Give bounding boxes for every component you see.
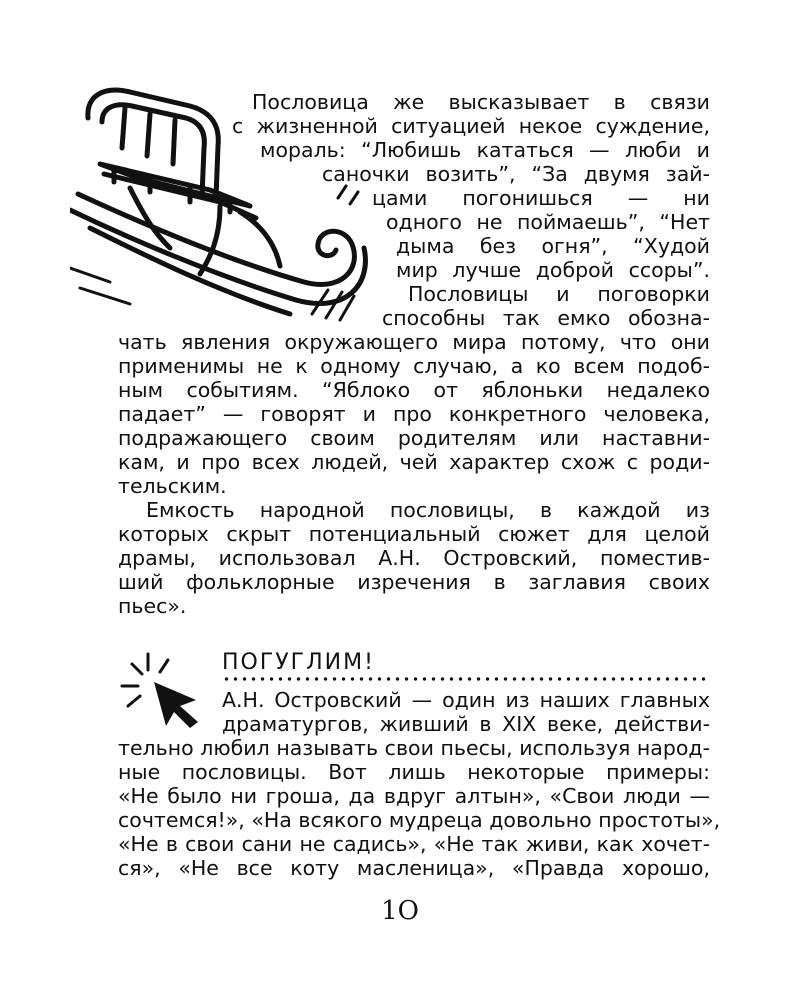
- text-line: тельским.: [118, 474, 227, 498]
- text-line: сочтемся!», «На всякого мудреца довольно простоты»,: [118, 808, 721, 832]
- text-line: Пословица же высказывает в связи: [252, 90, 710, 114]
- page-number: 1O: [381, 896, 419, 926]
- text-line: мир лучше доброй ссоры”.: [396, 258, 710, 282]
- text-line: ные пословицы. Вот лишь некоторые примеры:: [118, 760, 710, 784]
- text-line: мораль: “Любишь кататься — люби и: [260, 138, 710, 162]
- text-line: саночки возить”, “За двумя зай-: [322, 162, 710, 186]
- text-line: падает” — говорят и про конкретного человека,: [118, 402, 710, 426]
- text-line: которых скрыт потенциальный сюжет для целой: [118, 522, 710, 546]
- text-line: дыма без огня”, “Худой: [396, 234, 710, 258]
- dotted-divider: [222, 676, 710, 682]
- text-line: Пословицы и поговорки: [408, 282, 710, 306]
- text-line: Емкость народной пословицы, в каждой из: [146, 498, 710, 522]
- text-line: ся», «Не все коту масленица», «Правда хорошо,: [118, 856, 710, 880]
- text-line: подражающего своим родителям или наставни-: [118, 426, 710, 450]
- text-line: с жизненной ситуацией некое суждение,: [232, 114, 710, 138]
- text-line: кам, и про всех людей, чей характер схож с роди-: [118, 450, 710, 474]
- text-line: тельно любил называть свои пьесы, используя народ-: [118, 736, 710, 760]
- section-heading: ПОГУГЛИМ!: [222, 650, 375, 675]
- text-line: способны так емко обозна-: [382, 306, 710, 330]
- text-line: А.Н. Островский — один из наших главных: [222, 688, 710, 712]
- text-line: пьес».: [118, 594, 187, 618]
- text-line: ным событиям. “Яблоко от яблоньки недалеко: [118, 378, 710, 402]
- text-line: применимы не к одному случаю, а ко всем подоб-: [118, 354, 710, 378]
- text-line: драмы, использовал А.Н. Островский, поместив-: [118, 546, 710, 570]
- text-line: драматургов, живший в XIX веке, действи-: [222, 712, 710, 736]
- text-line: ший фольклорные изречения в заглавия своих: [118, 570, 710, 594]
- cursor-click-icon: [118, 646, 210, 728]
- text-line: «Не было ни гроша, да вдруг алтын», «Свои люди —: [118, 784, 710, 808]
- text-line: одного не поймаешь”, “Нет: [386, 210, 710, 234]
- text-line: цами погонишься — ни: [372, 186, 710, 210]
- text-line: «Не в свои сани не садись», «Не так живи, как хочет-: [118, 832, 710, 856]
- text-line: чать явления окружающего мира потому, что они: [118, 330, 710, 354]
